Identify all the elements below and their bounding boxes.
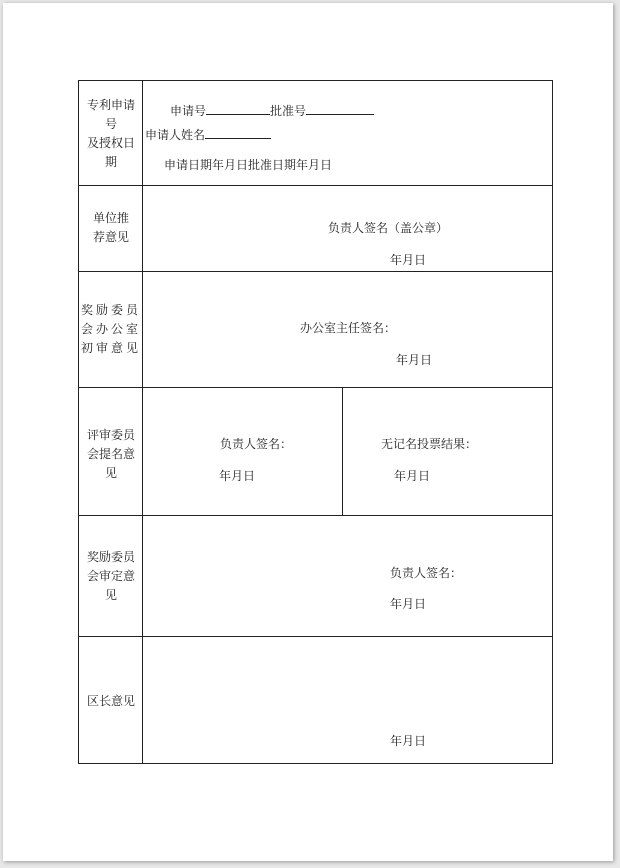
row-divider: [79, 515, 552, 516]
district-head-opinion-label: 区长意见: [86, 694, 135, 708]
office-date-label: 年月日: [396, 353, 433, 367]
office-director-signature-label: 办公室主任签名：: [300, 321, 397, 335]
award-committee-approval-label: 奖励委员 会审定意 见: [86, 550, 135, 602]
row-divider: [79, 636, 552, 637]
row-divider: [79, 387, 552, 388]
approval-form-table: [78, 80, 553, 764]
unit-recommendation-label: 单位推 荐意见: [92, 211, 129, 244]
committee-office-review-label: 奖励委员 会办公室 初审意见: [80, 303, 141, 355]
review-row-split-divider: [342, 387, 343, 515]
unit-signature-label: 负责人签名（盖公章）: [328, 221, 449, 235]
applicant-name-blank[interactable]: [205, 128, 271, 139]
application-no-field[interactable]: 申请号 批准号: [170, 104, 374, 117]
review-signature-label: 负责人签名：: [220, 437, 293, 451]
review-date-label: 年月日: [219, 469, 256, 483]
row-divider: [79, 271, 552, 272]
review-committee-nomination-label: 评审委员 会提名意 见: [86, 428, 135, 480]
label-column-divider: [142, 81, 143, 763]
vote-date-label: 年月日: [394, 469, 431, 483]
committee-date-label: 年月日: [390, 597, 427, 611]
document-page: [3, 3, 613, 861]
committee-signature-label: 负责人签名：: [390, 566, 463, 580]
approval-no-blank[interactable]: [306, 104, 374, 115]
application-no-blank[interactable]: [206, 104, 270, 115]
anonymous-vote-result-label: 无记名投票结果：: [381, 437, 478, 451]
unit-date-label: 年月日: [390, 253, 427, 267]
row-divider: [79, 185, 552, 186]
applicant-name-field[interactable]: 申请人姓名: [145, 128, 271, 141]
patent-application-label: 专利申请 号 及授权日 期: [86, 98, 135, 169]
district-head-date-label: 年月日: [390, 734, 427, 748]
application-dates-field[interactable]: 申请日期年月日批准日期年月日: [164, 158, 333, 172]
